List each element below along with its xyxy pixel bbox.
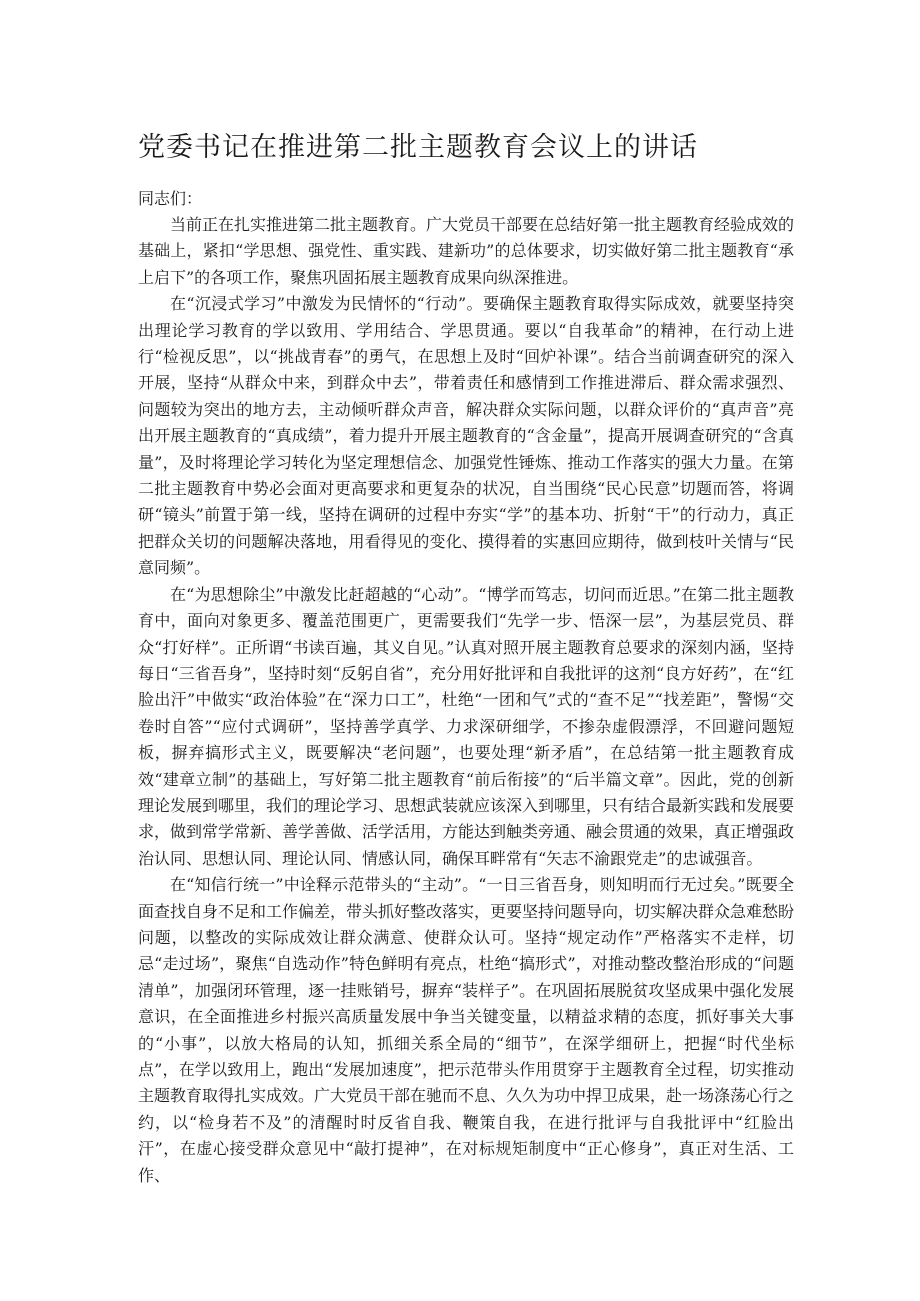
document-page	[138, 128, 794, 1189]
paragraph-action: 在“沉浸式学习”中激发为民情怀的“行动”。要确保主题教育取得实际成效，就要坚持突出理论学习教育的学以致用、学用结合、学思贯通。要以“自我革命”的精神，在行动上进行“检视反思”，以“挑战青春”的勇气，在思想上及时“回炉补课”。结合当前调查研究的深入开展，坚持“从群众中来，到群众中去”，带着责任和感情到工作推进滞后、群众需求强烈、问题较为突出的地方去，主动倾听群众声音，解决群众实际问题，以群众评价的“真声音”亮出开展主题教育的“真成绩”，着力提升开展主题教育的“含金量”，提高开展调查研究的“含真量”，及时将理论学习转化为坚定理想信念、加强党性锤炼、推动工作落实的强大力量。在第二批主题教育中势必会面对更高要求和更复杂的状况，自当围绕“民心民意”切题而答，将调研“镜头”前置于第一线，坚持在调研的过程中夯实“学”的基本功、折射“干”的行动力，真正把群众关切的问题解决落地，用看得见的变化、摸得着的实惠回应期待，做到枝叶关情与“民意同频”。	[138, 294, 794, 578]
paragraph-intro: 当前正在扎实推进第二批主题教育。广大党员干部要在总结好第一批主题教育经验成效的基础上，紧扣“学思想、强党性、重实践、建新功”的总体要求，切实做好第二批主题教育“承上启下”的各项工作，聚焦巩固拓展主题教育成果向纵深推进。	[138, 215, 795, 287]
document-title: 党委书记在推进第二批主题教育会议上的讲话	[138, 132, 698, 163]
paragraph-heart: 在“为思想除尘”中激发比赶超越的“心动”。“博学而笃志，切问而近思。”在第二批主题教育中，面向对象更多、覆盖范围更广，更需要我们“先学一步、悟深一层”，为基层党员、群众“打好样”。正所谓“书读百遍，其义自见。”认真对照开展主题教育总要求的深刻内涵，坚持每日“三省吾身”，坚持时刻“反躬自省”，充分用好批评和自我批评的这剂“良方好药”，在“红脸出汗”中做实“政治体验”在“深力口工”，杜绝“一团和气”式的“查不足”“找差距”，警惕“交卷时自答”“应付式调研”，坚持善学真学、力求深研细学，不掺杂虚假漂浮，不回避问题短板，摒弃搞形式主义，既要解决“老问题”，也要处理“新矛盾”，在总结第一批主题教育成效“建章立制”的基础上，写好第二批主题教育“前后衔接”的“后半篇文章”。因此，党的创新理论发展到哪里，我们的理论学习、思想武装就应该深入到哪里，只有结合最新实践和发展要求，做到常学常新、善学善做、活学活用，方能达到触类旁通、融会贯通的效果，真正增强政治认同、思想认同、理论认同、情感认同，确保耳畔常有“矢志不渝跟党走”的忠诚强音。	[138, 584, 795, 868]
salutation: 同志们：	[138, 189, 203, 208]
paragraph-initiative: 在“知信行统一”中诠释示范带头的“主动”。“一日三省吾身，则知明而行无过矣。”既要全面查找自身不足和工作偏差，带头抓好整改落实，更要坚持问题导向，切实解决群众急难愁盼问题，以整改的实际成效让群众满意、使群众认可。坚持“规定动作”严格落实不走样，切忌“走过场”，聚焦“自选动作”特色鲜明有亮点，杜绝“搞形式”，对推动整改整治形成的“问题清单”，加强闭环管理，逐一挂账销号，摒弃“装样子”。在巩固拓展脱贫攻坚成果中强化发展意识，在全面推进乡村振兴高质量发展中争当关键变量，以精益求精的态度，抓好事关大事的“小事”，以放大格局的认知，抓细关系全局的“细节”，在深学细研上，把握“时代坐标点”，在学以致用上，跑出“发展加速度”，把示范带头作用贯穿于主题教育全过程，切实推动主题教育取得扎实成效。广大党员干部在驰而不息、久久为功中捍卫成果，赴一场涤荡心行之约，以“检身若不及”的清醒时时反省自我、鞭策自我，在进行批评与自我批评中“红脸出汗”，在虚心接受群众意见中“敲打提神”，在对标规矩制度中“正心修身”，真正对生活、工作、	[138, 875, 795, 1185]
